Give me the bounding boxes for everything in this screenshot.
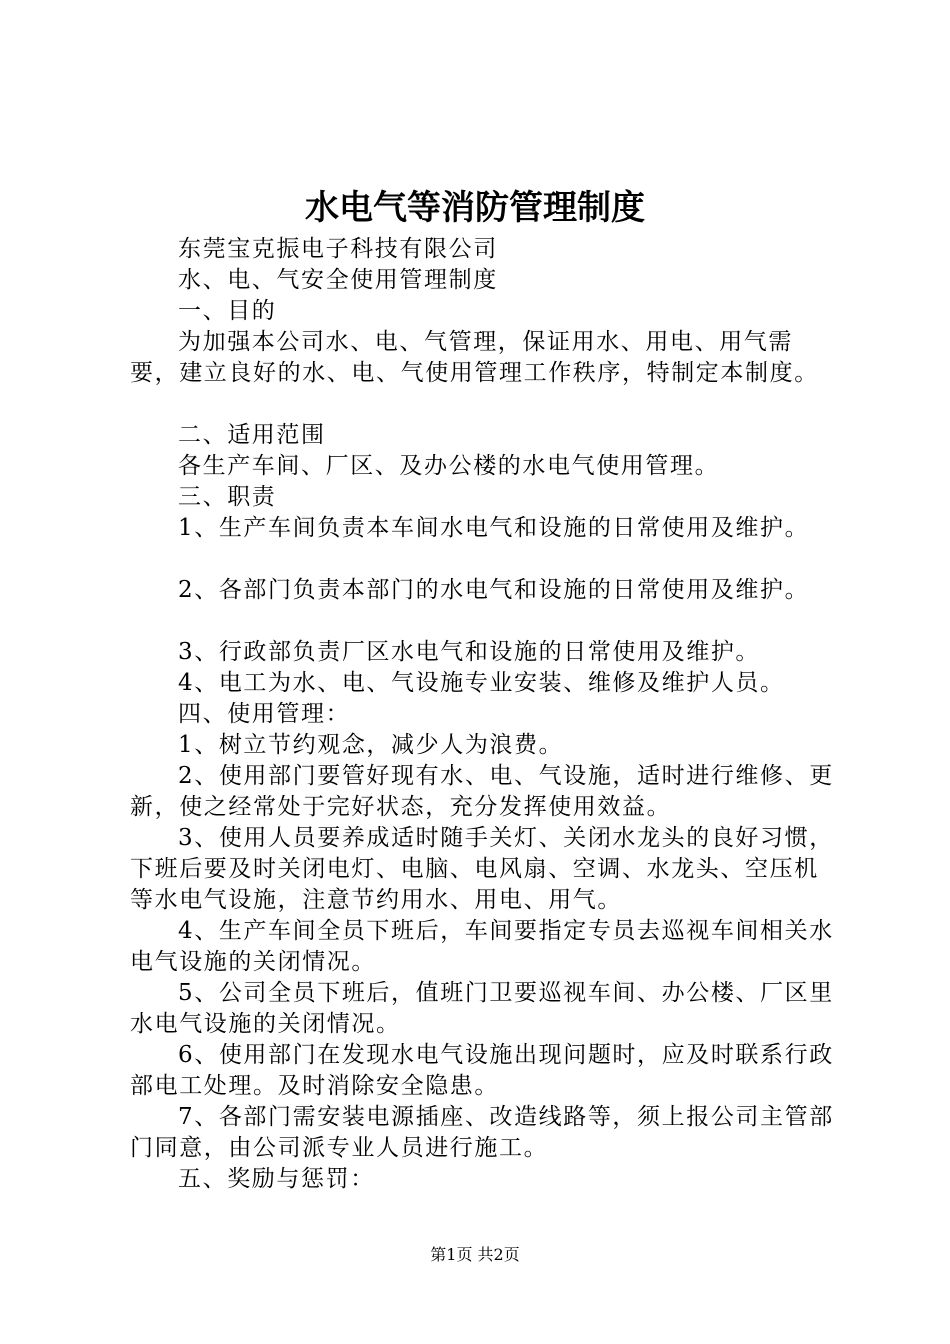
duty-item: 2、各部门负责本部门的水电气和设施的日常使用及维护。 — [178, 577, 810, 603]
section-heading-scope: 二、适用范围 — [178, 422, 326, 448]
document-title: 水电气等消防管理制度 — [305, 188, 645, 228]
usage-item: 6、使用部门在发现水电气设施出现问题时，应及时联系行政部电工处理。及时消除安全隐患。 — [130, 1042, 834, 1099]
duty-item: 3、行政部负责厂区水电气和设施的日常使用及维护。 — [178, 639, 761, 665]
usage-item: 3、使用人员要养成适时随手关灯、关闭水龙头的良好习惯，下班后要及时关闭电灯、电脑、电风扇、空调、水龙头、空压机等水电气设施，注意节约用水、用电、用气。 — [130, 825, 834, 913]
section-heading-purpose: 一、目的 — [178, 298, 277, 324]
section-heading-usage: 四、使用管理： — [178, 701, 351, 727]
purpose-paragraph: 为加强本公司水、电、气管理，保证用水、用电、用气需要，建立良好的水、电、气使用管理工作秩序，特制定本制度。 — [130, 329, 819, 386]
duty-item: 4、电工为水、电、气设施专业安装、维修及维护人员。 — [178, 670, 785, 696]
company-name: 东莞宝克振电子科技有限公司 — [178, 236, 498, 262]
scope-paragraph: 各生产车间、厂区、及办公楼的水电气使用管理。 — [178, 453, 720, 479]
regulation-name: 水、电、气安全使用管理制度 — [178, 267, 498, 293]
document-body — [130, 234, 840, 1195]
section-heading-duties: 三、职责 — [178, 484, 277, 510]
usage-item: 1、树立节约观念，减少人为浪费。 — [178, 732, 564, 758]
usage-item: 4、生产车间全员下班后，车间要指定专员去巡视车间相关水电气设施的关闭情况。 — [130, 918, 834, 975]
usage-item: 2、使用部门要管好现有水、电、气设施，适时进行维修、更新，使之经常处于完好状态，充分发挥使用效益。 — [130, 763, 834, 820]
duty-item: 1、生产车间负责本车间水电气和设施的日常使用及维护。 — [178, 515, 810, 541]
section-heading-rewards: 五、奖励与惩罚： — [178, 1166, 375, 1192]
usage-item: 7、各部门需安装电源插座、改造线路等，须上报公司主管部门同意，由公司派专业人员进行施工。 — [130, 1104, 834, 1161]
usage-item: 5、公司全员下班后，值班门卫要巡视车间、办公楼、厂区里水电气设施的关闭情况。 — [130, 980, 834, 1037]
page-number-footer: 第1页 共2页 — [430, 1245, 520, 1264]
